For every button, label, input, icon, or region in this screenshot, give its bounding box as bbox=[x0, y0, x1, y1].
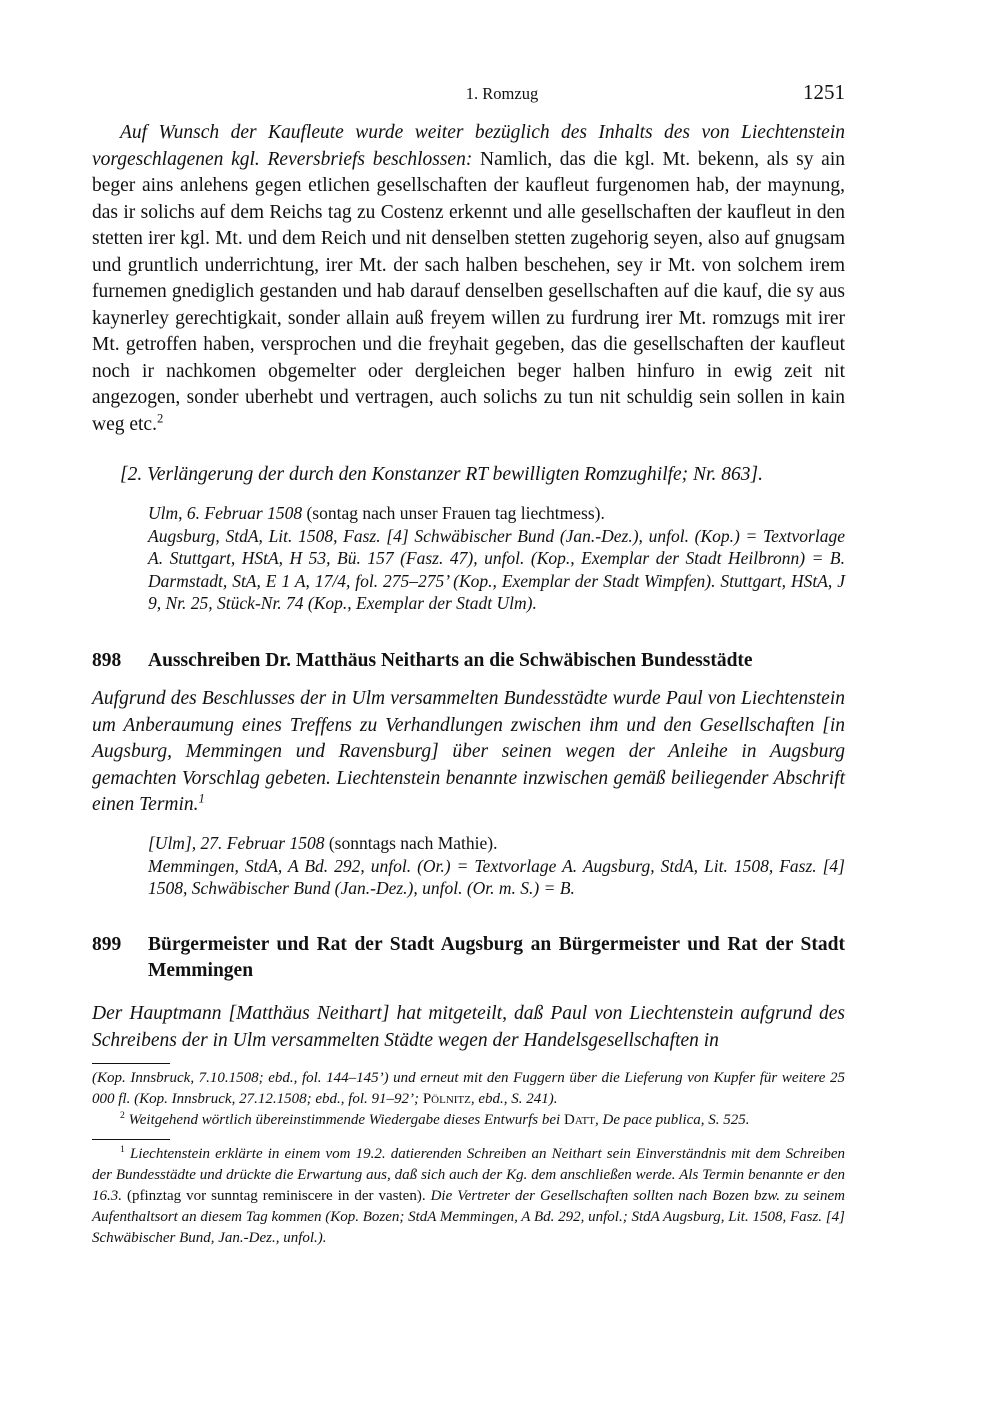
doc-title: Ausschreiben Dr. Matthäus Neitharts an die Schwäbischen Bundesstädte bbox=[148, 650, 753, 671]
footnote-ref[interactable]: 1 bbox=[198, 791, 205, 806]
document-heading-899 bbox=[92, 932, 845, 984]
footnote-number: 2 bbox=[120, 1110, 125, 1121]
date: [Ulm], 27. Februar 1508 bbox=[148, 833, 325, 853]
footnote-separator bbox=[92, 1063, 170, 1064]
paragraph-reversbrief bbox=[92, 120, 845, 438]
footnotes-a bbox=[92, 1068, 845, 1131]
footnote-number: 1 bbox=[120, 1144, 125, 1155]
footnote-text-end: Die Vertreter der Gesellschaften sollten nach Bozen bzw. zu seinem Aufenthaltsort an diesem Tag kommen (Kop. Bozen; StdA Memmingen, A Bd. 292, unfol.; StdA Augsburg, Lit. 1508, Fasz. [4] Schwäbischer Bund, Jan.-Dez., unfol.). bbox=[92, 1188, 845, 1246]
footnote-text: Liechtenstein erklärte in einem vom 19.2. datierenden Schreiben an Neithart sein Einverständnis mit dem Schreiben der Bundesstädte und drückte die Erwartung aus, daß sich auch der Kg. dem anschließen werde. Als Termin benannte er den 16.3. bbox=[92, 1146, 845, 1204]
summary-899: Der Hauptmann [Matthäus Neithart] hat mitgeteilt, daß Paul von Liechtenstein aufgrund des Schreibens der in Ulm versammelten Städte wegen der Handelsgesellschaften in bbox=[92, 1003, 845, 1051]
running-title: 1. Romzug bbox=[465, 84, 539, 103]
source-block bbox=[148, 502, 845, 615]
archives: Memmingen, StdA, A Bd. 292, unfol. (Or.) = Textvorlage A. Augsburg, StdA, Lit. 1508, Fasz. [4] 1508, Schwäbischer Bund (Jan.-Dez.), unfol. (Or. m. S.) = B. bbox=[148, 855, 845, 898]
document-heading-898 bbox=[92, 648, 845, 674]
date-note: (sonntags nach Mathie). bbox=[324, 833, 498, 853]
footnotes-b bbox=[92, 1144, 845, 1249]
archives: Augsburg, StdA, Lit. 1508, Fasz. [4] Schwäbischer Bund (Jan.-Dez.), unfol. (Kop.) = Textvorlage A. Stuttgart, HStA, H 53, Bü. 157 (Fasz. 47), unfol. (Kop., Exemplar der Stadt Heilbronn) = B. Darmstadt, StA, E 1 A, 17/4, fol. 275–275’ (Kop., Exemplar der Stadt Wimpfen). Stuttgart, HStA, J 9, Nr. 25, Stück-Nr. 74 (Kop., Exemplar der Stadt Ulm). bbox=[148, 525, 845, 613]
footnote-text: Weitgehend wörtlich übereinstimmende Wiedergabe dieses Entwurfs bei bbox=[124, 1112, 564, 1128]
quoted-text: Namlich, das die kgl. Mt. bekenn, als sy ain beger ains anlehens gegen etlichen gesellschaften der kaufleut furgenomen hab, der maynung, das ir solichs auf dem Reichs tag zu Costenz erkennt und alle gesellschaften der kaufleut in den stetten irer kgl. Mt. und dem Reich und nit denselben stetten zugehorig seyen, also auf gnugsam und gruntlich underrichtung, irer Mt. der sach halben beschehen, sey ir Mt. von solchem irem furnemen gnediglich gestanden und hab darauf denselben gesellschaften auf die kauf, die sy aus kaynerley gerechtigkait, sonder allain auß freyem willen zu furdrung irer Mt. romzugs mit irer Mt. getroffen haben, versprochen und die freyhait gegeben, das die gesellschaften der kaufleut noch ir nachkomen obgemelter oder dergleichen beger halben hinfuro in ewig zeit nit angezogen, sonder uberhebt und vertragen, auch solichs zu tun nit schuldig sein sollen in kain weg etc. bbox=[92, 148, 845, 435]
footnote-continuation: (Kop. Innsbruck, 7.10.1508; ebd., fol. 144–145’) und erneut mit den Fuggern über die Lieferung von Kupfer für weitere 25 000 fl. (Kop. Innsbruck, 27.12.1508; ebd., fol. 91–92’; bbox=[92, 1070, 845, 1107]
page-number: 1251 bbox=[803, 80, 845, 104]
footnote-text-end: , De pace publica, S. 525. bbox=[594, 1112, 750, 1128]
date-note: (sontag nach unser Frauen tag liechtmess). bbox=[302, 503, 605, 523]
author-name: Pölnitz bbox=[422, 1091, 471, 1107]
intro-italic: Auf Wunsch der Kaufleute wurde weiter bezüglich des Inhalts des von Liechtenstein vorgeschlagenen kgl. Reversbriefs beschlossen: bbox=[92, 122, 845, 170]
doc-title: Bürgermeister und Rat der Stadt Augsburg an Bürgermeister und Rat der Stadt Memmingen bbox=[148, 934, 845, 981]
source-block-898 bbox=[148, 832, 845, 900]
summary-text: Aufgrund des Beschlusses der in Ulm versammelten Bundesstädte wurde Paul von Liechtenstein um Anberaumung eines Treffens zu Verhandlungen zwischen ihm und den Gesellschaften [in Augsburg, Memmingen und Ravensburg] über seinen wegen der Anleihe in Augsburg gemachten Vorschlag gebeten. Liechtenstein benannte inzwischen gemäß beiliegender Abschrift einen Termin. bbox=[92, 688, 845, 815]
footnote-continuation-end: , ebd., S. 241). bbox=[470, 1091, 558, 1107]
editorial-note: [2. Verlängerung der durch den Konstanzer RT bewilligten Romzughilfe; Nr. 863]. bbox=[120, 464, 763, 485]
doc-number: 898 bbox=[92, 650, 122, 671]
date: Ulm, 6. Februar 1508 bbox=[148, 503, 303, 523]
doc-number: 899 bbox=[92, 934, 122, 955]
summary-898 bbox=[92, 686, 845, 819]
footnote-separator bbox=[92, 1139, 170, 1140]
footnote-quote: (pfinztag vor sunntag reminiscere in der vasten). bbox=[122, 1188, 431, 1204]
footnote-ref[interactable]: 2 bbox=[156, 411, 164, 425]
author-name: Datt bbox=[563, 1112, 595, 1128]
